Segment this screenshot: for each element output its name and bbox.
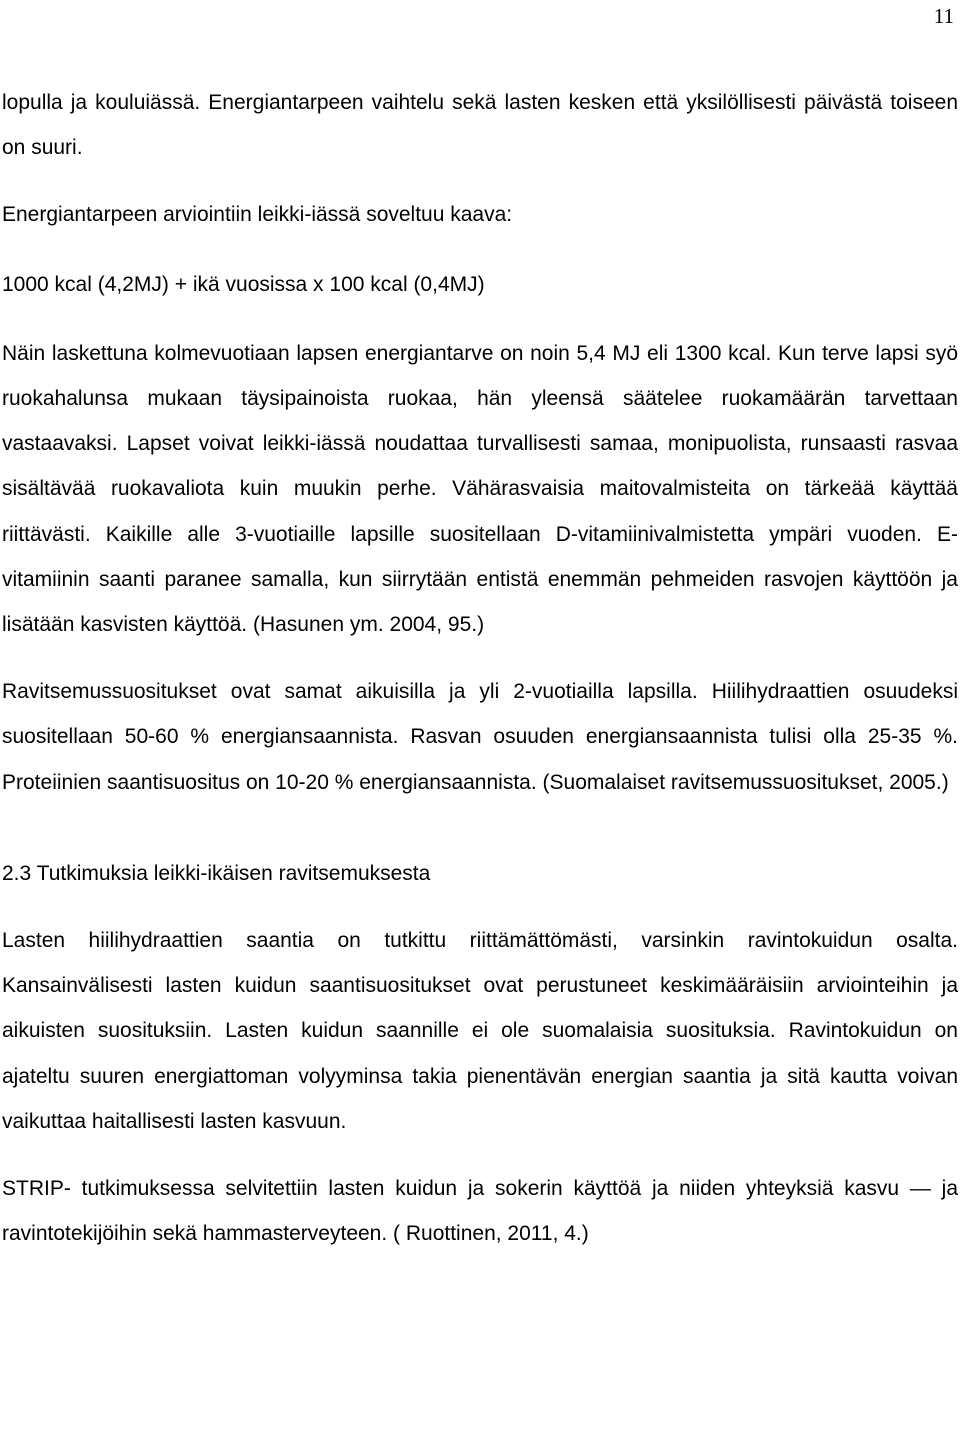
paragraph-strip-study: STRIP- tutkimuksessa selvitettiin lasten kuidun ja sokerin käyttöä ja niiden yhteyksiä kasvu — ja ravintotekijöihin sekä hammasterveyteen. ( Ruottinen, 2011, 4.) <box>2 1177 958 1246</box>
energy-formula: 1000 kcal (4,2MJ) + ikä vuosissa x 100 kcal (0,4MJ) <box>2 272 485 296</box>
paragraph-fiber-intake: Lasten hiilihydraattien saantia on tutkittu riittämättömästi, varsinkin ravintokuidun osalta. Kansainvälisesti lasten kuidun saantisuositukset ovat perustuneet keskimääräisiin arviointeihin ja aikuisten suosituksiin. Lasten kuidun saannille ei ole suomalaisia suosituksia. Ravintokuidun on ajateltu suuren energiattoman volyyminsa takia pienentävän energian saantia ja sitä kautta voivan vaikuttaa haitallisesti lasten kasvuun. <box>2 929 958 1133</box>
section-heading: 2.3 Tutkimuksia leikki-ikäisen ravitsemuksesta <box>2 861 431 885</box>
paragraph-nutrition-recommendations: Ravitsemussuositukset ovat samat aikuisilla ja yli 2-vuotiailla lapsilla. Hiilihydraattien osuudeksi suositellaan 50-60 % energiansaannista. Rasvan osuuden energiansaannista tulisi olla 25-35 %. Proteiinien saantisuositus on 10-20 % energiansaannista. (Suomalaiset ravitsemussuositukset, 2005.) <box>2 680 958 794</box>
paragraph-energy-variation: lopulla ja kouluiässä. Energiantarpeen vaihtelu sekä lasten kesken että yksilöllisesti päivästä toiseen on suuri. <box>2 91 958 160</box>
paragraph-formula-intro: Energiantarpeen arviointiin leikki-iässä soveltuu kaava: <box>2 203 513 227</box>
paragraph-energy-calculation: Näin laskettuna kolmevuotiaan lapsen energiantarve on noin 5,4 MJ eli 1300 kcal. Kun terve lapsi syö ruokahalunsa mukaan täysipainoista ruokaa, hän yleensä säätelee ruokamäärän tarvettaan vastaavaksi. Lapset voivat leikki-iässä noudattaa turvallisesti samaa, monipuolista, runsaasti rasvaa sisältävää ruokavaliota kuin muukin perhe. Vähärasvaisia maitovalmisteita on tärkeää käyttää riittävästi. Kaikille alle 3-vuotiaille lapsille suositellaan D-vitamiinivalmistetta ympäri vuoden. E-vitamiinin saanti paranee samalla, kun siirrytään entistä enemmän pehmeiden rasvojen käyttöön ja lisätään kasvisten käyttöä. (Hasunen ym. 2004, 95.) <box>2 341 958 637</box>
document-body <box>2 80 958 1256</box>
page-number: 11 <box>933 4 954 28</box>
